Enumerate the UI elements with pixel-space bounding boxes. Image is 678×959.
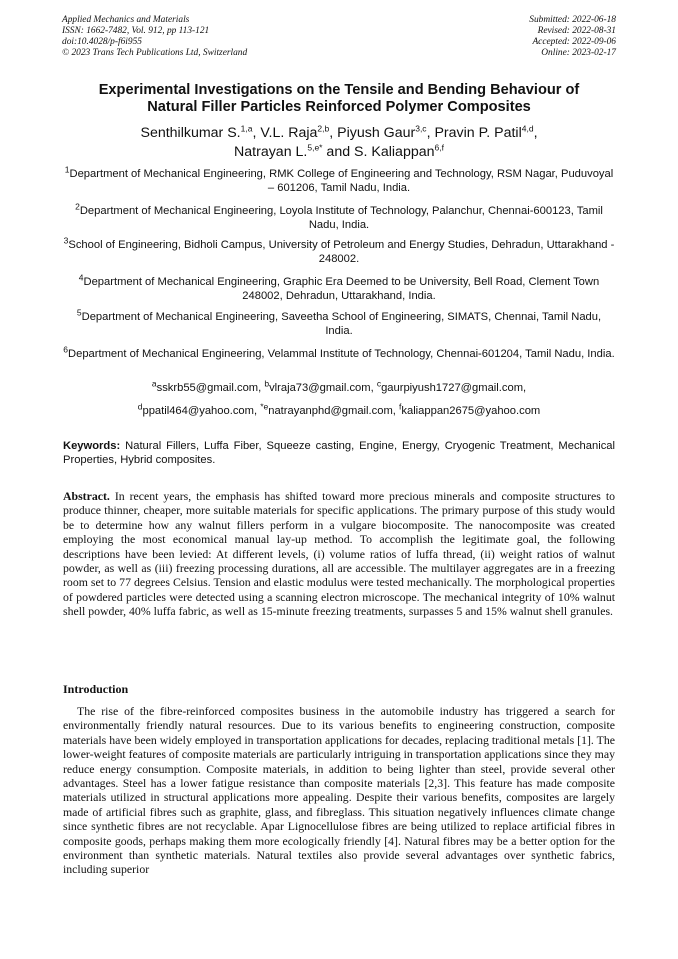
affiliation-sup: 4 <box>78 272 84 283</box>
author-sep: , <box>252 125 261 141</box>
journal-doi: doi:10.4028/p-f6i955 <box>62 37 142 47</box>
email-line-1 <box>40 378 638 395</box>
author: V.L. Raja <box>260 125 318 141</box>
author: S. Kaliappan <box>354 144 435 160</box>
email-sup: a <box>151 378 157 389</box>
author-sep: , <box>533 125 538 141</box>
section-heading-introduction: Introduction <box>63 682 129 696</box>
journal-issn: ISSN: 1662-7482, Vol. 912, pp 113-121 <box>62 26 210 36</box>
affiliation-6 <box>62 344 616 361</box>
author-sup: 3,c <box>415 123 427 134</box>
journal-copyright: © 2023 Trans Tech Publications Ltd, Switzerland <box>62 48 248 58</box>
email: gaurpiyush1727@gmail.com, <box>381 382 527 394</box>
affiliation-1 <box>62 164 616 195</box>
email-line-2 <box>40 401 638 418</box>
author-sup: 4,d <box>521 123 534 134</box>
affiliation-sup: 3 <box>63 235 69 246</box>
email-sup: c <box>376 378 382 389</box>
affiliation-text: Department of Mechanical Engineering, Loyola Institute of Technology, Palanchur, Chennai-600123, Tamil Nadu, India. <box>79 205 603 231</box>
author: Piyush Gaur <box>337 125 416 141</box>
email: sskrb55@gmail.com, <box>156 382 265 394</box>
affiliation-text: Department of Mechanical Engineering, Graphic Era Deemed to be University, Bell Road, Clement Town 248002, Dehradun, Uttarakhand, India. <box>83 276 600 302</box>
journal-name: Applied Mechanics and Materials <box>62 15 190 25</box>
author-sep: , <box>426 125 435 141</box>
abstract-label: Abstract. <box>63 489 110 503</box>
affiliation-4 <box>62 272 616 303</box>
affiliation-text: Department of Mechanical Engineering, RMK College of Engineering and Technology, RSM Nagar, Puduvoyal – 601206, Tamil Nadu, India. <box>69 168 614 194</box>
author: Senthilkumar S. <box>140 125 241 141</box>
title-line-2: Natural Filler Particles Reinforced Polymer Composites <box>147 99 531 115</box>
author-sup: 1,a <box>240 123 253 134</box>
affiliation-5 <box>62 307 616 338</box>
author-sep: and <box>322 144 355 160</box>
author: Natrayan L. <box>234 144 308 160</box>
date-online: Online: 2023-02-17 <box>541 48 616 58</box>
date-accepted: Accepted: 2022-09-06 <box>532 37 616 47</box>
email: natrayanphd@gmail.com, <box>268 405 399 417</box>
title-line-1: Experimental Investigations on the Tensile and Bending Behaviour of <box>98 82 580 98</box>
author: Pravin P. Patil <box>434 125 522 141</box>
affiliation-sup: 6 <box>63 344 69 355</box>
keywords-text: Natural Fillers, Luffa Fiber, Squeeze casting, Engine, Energy, Cryogenic Treatment, Mechanical Properties, Hybrid composites. <box>63 440 615 466</box>
affiliation-text: Department of Mechanical Engineering, Saveetha School of Engineering, SIMATS, Chennai, Tamil Nadu, India. <box>81 311 602 337</box>
affiliation-sup: 5 <box>76 307 82 318</box>
email-sup: d <box>137 401 143 412</box>
abstract-text: In recent years, the emphasis has shifted toward more precious minerals and composite structures to produce thinner, cheaper, more suitable materials for specific applications. The primary purpose of this study would be to determine how any walnut fillers perform in a vulgare biocomposite. The nanocomposite was created employing the most economical manual lay-up method. To accomplish the legitimate goal, the following descriptions have been levied: At different levels, (i) volume ratios of luffa thread, (ii) weight ratios of walnut powder, as well as (iii) freezing processing durations, all are accessible. The multilayer aggregates are in a freezing room set to 77 degrees Celsius. Tension and elastic modulus were tested mechanically. The morphological properties of powdered particles were detected using a scanning electron microscope. The mechanical integrity of 10% walnut shell powder, 40% luffa fabric, as well as 15-minute freezing treatments, surpasses 5 and 15% walnut shell granules. <box>63 489 615 619</box>
keywords-label: Keywords: <box>63 440 121 452</box>
email-sup: f <box>399 401 402 412</box>
affiliation-3 <box>62 235 616 266</box>
author-sup: 6,f <box>434 142 444 153</box>
affiliation-text: School of Engineering, Bidholi Campus, University of Petroleum and Energy Studies, Dehradun, Uttarakhand - 248002. <box>68 239 615 265</box>
introduction-paragraph: The rise of the fibre-reinforced composites business in the automobile industry has triggered a search for environmentally friendly natural resources. Due to its various benefits to engineering construction, composite materials have been widely employed in transportation applications for decades, replacing traditional metals [1]. The lower-weight features of composite materials are particularly intriguing in transportation applications since they may reduce energy consumption. Composite materials, in addition to being lighter than steel, provide several other advantages. Steel has a lower fatigue resistance than composite materials [2,3]. This feature has made composite materials utilized in structural applications more appealing. Despite their various benefits, composites are largely made of artificial fibres such as graphite, glass, and fibreglass. This situation negatively influences climate change since synthetic fibres are not recyclable. Apar Lignocellulose fibres are being utilized to replace artificial fibres in composite goods, perhaps making them more ecologically friendly [4]. Natural fibres may be a better option for the environment than synthetic materials. Natural textiles also provide several advantages over synthetic fabrics, including superior <box>63 704 615 877</box>
author-sup: 5,e* <box>307 142 323 153</box>
affiliation-text: Department of Mechanical Engineering, Velammal Institute of Technology, Chennai-601204, Tamil Nadu, India. <box>68 348 615 360</box>
date-submitted: Submitted: 2022-06-18 <box>529 15 616 25</box>
keywords <box>63 439 615 467</box>
abstract <box>63 489 615 619</box>
date-revised: Revised: 2022-08-31 <box>537 26 616 36</box>
email: vlraja73@gmail.com, <box>269 382 377 394</box>
affiliation-sup: 1 <box>64 164 70 175</box>
email-sup: b <box>264 378 270 389</box>
affiliation-2 <box>62 201 616 232</box>
author-sep: , <box>329 125 338 141</box>
journal-info <box>62 15 247 59</box>
email: kaliappan2675@yahoo.com <box>401 405 541 417</box>
email: ppatil464@yahoo.com, <box>142 405 261 417</box>
author-list <box>40 124 638 162</box>
paper-title <box>40 82 638 116</box>
author-sup: 2,b <box>317 123 330 134</box>
email-sup: *e <box>260 401 269 412</box>
affiliation-sup: 2 <box>75 201 80 212</box>
publication-dates <box>529 15 616 59</box>
